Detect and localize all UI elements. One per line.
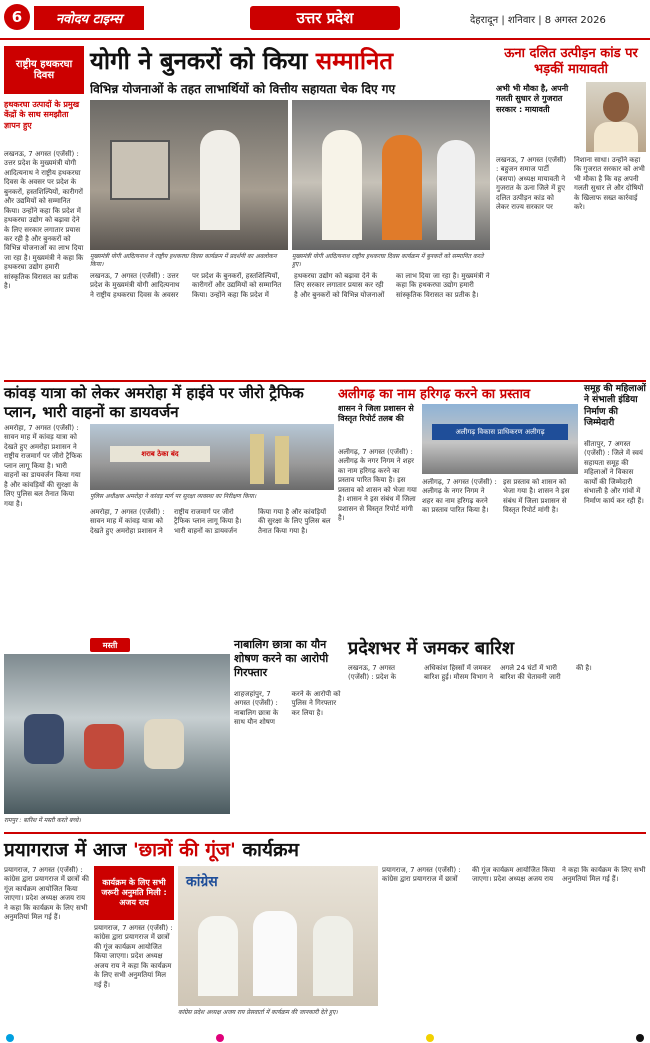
child-shape bbox=[24, 714, 64, 764]
backdrop-text: कांग्रेस bbox=[186, 874, 218, 890]
body-shape bbox=[594, 122, 638, 152]
story1-headline bbox=[90, 44, 490, 76]
signboard: शराब ठेका बंद bbox=[110, 446, 210, 462]
yellow-dot bbox=[426, 1034, 434, 1042]
story1-body-cont: लखनऊ, 7 अगस्त (एजेंसी) : उत्तर प्रदेश के मुख्यमंत्री योगी आदित्यनाथ ने राष्ट्रीय हथकरघा दिवस के अवसर पर प्रदेश के बुनकरों, हस्तशिल्पियों, कारीगरों और उद्यमियों को सम्मानित किया। उन्होंने कहा कि प्रदेश में हथकरघा उद्योग को बढ़ावा देने के लिए सरकार लगातार प्रयास कर रही है और बुनकरों को विभिन्न योजनाओं का लाभ दिया जा रहा है। मुख्यमंत्री ने कहा कि हथकरघा उद्योग हमारी सांस्कृतिक विरासत का प्रतीक है। bbox=[90, 272, 490, 299]
story2-body: लखनऊ, 7 अगस्त (एजेंसी) : बहुजन समाज पार्टी (बसपा) अध्यक्ष मायावती ने गुजरात के ऊना जिले में हुए दलित उत्पीड़न कांड को लेकर राज्य सरकार पर निशाना साधा। उन्होंने कहा कि गुजरात सरकार को अभी भी मौका है कि वह अपनी गलती सुधार ले और दोषियों के खिलाफ सख्त कार्रवाई करे। bbox=[496, 156, 645, 212]
gate-sign: अलीगढ़ विकास प्राधिकरण अलीगढ़ bbox=[432, 424, 568, 440]
story6-tag: मस्ती bbox=[90, 638, 130, 652]
page-header bbox=[0, 0, 650, 40]
story1-photo-1 bbox=[90, 100, 288, 250]
person-shape bbox=[322, 130, 362, 240]
story3-headline: कांवड़ यात्रा को लेकर अमरोहा में हाईवे पर जीरो ट्रैफिक प्लान, भारी वाहनों का डायवर्जन bbox=[4, 384, 304, 421]
story1-caption-1: मुख्यमंत्री योगी आदित्यनाथ ने राष्ट्रीय हथकरघा दिवस कार्यक्रम में प्रदर्शनी का अवलोकन किया। bbox=[90, 253, 277, 268]
story1-bullet: हथकरघा उत्पादों के प्रमुख केंद्रों के साथ समझौता ज्ञापन हुए bbox=[4, 100, 80, 130]
story6-caption: रामपुर : बारिश में मस्ती करते बच्चे। bbox=[4, 817, 81, 824]
story9-body: प्रयागराज, 7 अगस्त (एजेंसी) : कांग्रेस द्वारा प्रयागराज में छात्रों की गूंज कार्यक्रम आयोजित किया जाएगा। प्रदेश अध्यक्ष अजय राय ने कहा कि कार्यक्रम के लिए सभी अनुमतियां मिल गई हैं। bbox=[4, 866, 89, 922]
story9-photo bbox=[178, 866, 378, 1006]
story6-photo bbox=[4, 654, 230, 814]
story9-caption: कांग्रेस प्रदेश अध्यक्ष अजय राय प्रेसवार्ता में कार्यक्रम की जानकारी देते हुए। bbox=[178, 1009, 338, 1016]
story5-headline: समूह की महिलाओं ने संभाली इंडिया निर्माण की जिम्मेदारी bbox=[584, 384, 646, 428]
story1-subhead: विभिन्न योजनाओं के तहत लाभार्थियों को वित्तीय सहायता चेक दिए गए bbox=[90, 82, 396, 96]
cyan-dot bbox=[6, 1034, 14, 1042]
section-title: उत्तर प्रदेश bbox=[250, 6, 400, 30]
registration-strip bbox=[0, 1032, 650, 1043]
police-shape bbox=[250, 434, 264, 484]
story9-body-cont: प्रयागराज, 7 अगस्त (एजेंसी) : कांग्रेस द्वारा प्रयागराज में छात्रों की गूंज कार्यक्रम आयोजित किया जाएगा। प्रदेश अध्यक्ष अजय राय ने कहा कि कार्यक्रम के लिए सभी अनुमतियां मिल गई हैं। bbox=[382, 866, 646, 884]
person-shape bbox=[313, 916, 353, 996]
story8-headline: प्रदेशभर में जमकर बारिश bbox=[348, 638, 515, 659]
person-shape bbox=[198, 916, 238, 996]
story3-body-cont: अमरोहा, 7 अगस्त (एजेंसी) : सावन माह में कांवड़ यात्रा को देखते हुए अमरोहा प्रशासन ने राष्ट्रीय राजमार्ग पर जीरो ट्रैफिक प्लान लागू किया है। भारी वाहनों का डायवर्जन किया गया है और कांवड़ियों की सुरक्षा के लिए पुलिस बल तैनात किया गया है। bbox=[90, 508, 331, 535]
black-dot bbox=[636, 1034, 644, 1042]
story5-body: सीतापुर, 7 अगस्त (एजेंसी) : जिले में स्वयं सहायता समूह की महिलाओं ने विकास कार्यों की जिम्मेदारी संभाली है और गांवों में निर्माण कार्य कर रही हैं। bbox=[584, 440, 644, 505]
story4-bullet: शासन ने जिला प्रशासन से विस्तृत रिपोर्ट तलब की bbox=[338, 404, 414, 424]
person-shape bbox=[200, 130, 240, 230]
divider bbox=[4, 832, 646, 834]
child-shape bbox=[84, 724, 124, 769]
story1-headline-a: योगी ने बुनकरों को किया bbox=[90, 47, 308, 75]
story4-body: अलीगढ़, 7 अगस्त (एजेंसी) : अलीगढ़ के नगर निगम ने शहर का नाम हरिगढ़ करने का प्रस्ताव पारित किया है। इस प्रस्ताव को शासन को भेजा गया है। शासन ने इस संबंध में जिला प्रशासन से विस्तृत रिपोर्ट मांगी है। bbox=[338, 448, 417, 523]
story1-tag: राष्ट्रीय हथकरघा दिवस bbox=[4, 46, 84, 94]
story4-photo bbox=[422, 404, 578, 474]
story9-headline-a: प्रयागराज में आज bbox=[4, 839, 127, 861]
person-shape bbox=[437, 140, 475, 240]
story3-caption: पुलिस अधीक्षक अमरोहा ने कांवड़ मार्ग पर सुरक्षा व्यवस्था का निरीक्षण किया। bbox=[90, 493, 257, 500]
story9-headline-b: 'छात्रों की गूंज' bbox=[132, 839, 236, 861]
story9-tag: कार्यक्रम के लिए सभी जरूरी अनुमति मिली : अजय राय bbox=[94, 866, 174, 920]
person-shape bbox=[253, 911, 297, 996]
page-number: 6 bbox=[4, 4, 30, 30]
story4-headline: अलीगढ़ का नाम हरिगढ़ करने का प्रस्ताव bbox=[338, 387, 531, 402]
story1-headline-b: सम्मानित bbox=[315, 47, 394, 75]
person-shape bbox=[382, 135, 422, 240]
dateline: देहरादून | शनिवार | 8 अगस्त 2026 bbox=[470, 15, 606, 26]
story1-photo-2 bbox=[292, 100, 490, 250]
story1-body: लखनऊ, 7 अगस्त (एजेंसी) : उत्तर प्रदेश के मुख्यमंत्री योगी आदित्यनाथ ने राष्ट्रीय हथकरघा दिवस के अवसर पर प्रदेश के बुनकरों, हस्तशिल्पियों, कारीगरों और उद्यमियों को सम्मानित किया। उन्होंने कहा कि प्रदेश में हथकरघा उद्योग को बढ़ावा देने के लिए सरकार लगातार प्रयास कर रही है और बुनकरों को विभिन्न योजनाओं का लाभ दिया जा रहा है। मुख्यमंत्री ने कहा कि हथकरघा उद्योग हमारी सांस्कृतिक विरासत का प्रतीक है। bbox=[4, 150, 84, 291]
masthead-logo: नवोदय टाइम्स bbox=[34, 6, 144, 30]
story1-caption-2: मुख्यमंत्री योगी आदित्यनाथ राष्ट्रीय हथकरघा दिवस कार्यक्रम में बुनकरों को सम्मानित करते हुए। bbox=[292, 253, 484, 268]
story9-body-2: प्रयागराज, 7 अगस्त (एजेंसी) : कांग्रेस द्वारा प्रयागराज में छात्रों की गूंज कार्यक्रम आयोजित किया जाएगा। प्रदेश अध्यक्ष अजय राय ने कहा कि कार्यक्रम के लिए सभी अनुमतियां मिल गई हैं। bbox=[94, 924, 173, 989]
story9-headline bbox=[4, 836, 474, 862]
child-shape bbox=[144, 719, 184, 769]
magenta-dot bbox=[216, 1034, 224, 1042]
story7-body: शाहजहांपुर, 7 अगस्त (एजेंसी) : नाबालिग छात्रा के साथ यौन शोषण करने के आरोपी को पुलिस ने गिरफ्तार कर लिया है। bbox=[234, 690, 341, 727]
story2-photo bbox=[586, 82, 646, 152]
story9-headline-c: कार्यक्रम bbox=[242, 839, 299, 861]
divider bbox=[4, 380, 646, 382]
story3-body: अमरोहा, 7 अगस्त (एजेंसी) : सावन माह में कांवड़ यात्रा को देखते हुए अमरोहा प्रशासन ने राष्ट्रीय राजमार्ग पर जीरो ट्रैफिक प्लान लागू किया है। भारी वाहनों का डायवर्जन किया गया है और कांवड़ियों की सुरक्षा के लिए पुलिस बल तैनात किया गया है। bbox=[4, 424, 82, 508]
face-shape bbox=[603, 92, 629, 122]
story7-headline: नाबालिग छात्रा का यौन शोषण करने का आरोपी गिरफ्तार bbox=[234, 638, 329, 679]
story2-bullet: अभी भी मौका है, अपनी गलती सुधार ले गुजरात सरकार : मायावती bbox=[496, 84, 569, 114]
story3-photo bbox=[90, 424, 334, 490]
loom-shape bbox=[110, 140, 170, 200]
police-shape bbox=[275, 436, 289, 484]
story8-body: लखनऊ, 7 अगस्त (एजेंसी) : प्रदेश के अधिकांश हिस्सों में जमकर बारिश हुई। मौसम विभाग ने अगले 24 घंटों में भारी बारिश की चेतावनी जारी की है। bbox=[348, 664, 592, 682]
story2-headline: ऊना दलित उत्पीड़न कांड पर भड़कीं मायावती bbox=[504, 46, 638, 77]
story4-body-cont: अलीगढ़, 7 अगस्त (एजेंसी) : अलीगढ़ के नगर निगम ने शहर का नाम हरिगढ़ करने का प्रस्ताव पारित किया है। इस प्रस्ताव को शासन को भेजा गया है। शासन ने इस संबंध में जिला प्रशासन से विस्तृत रिपोर्ट मांगी है। bbox=[422, 478, 570, 515]
